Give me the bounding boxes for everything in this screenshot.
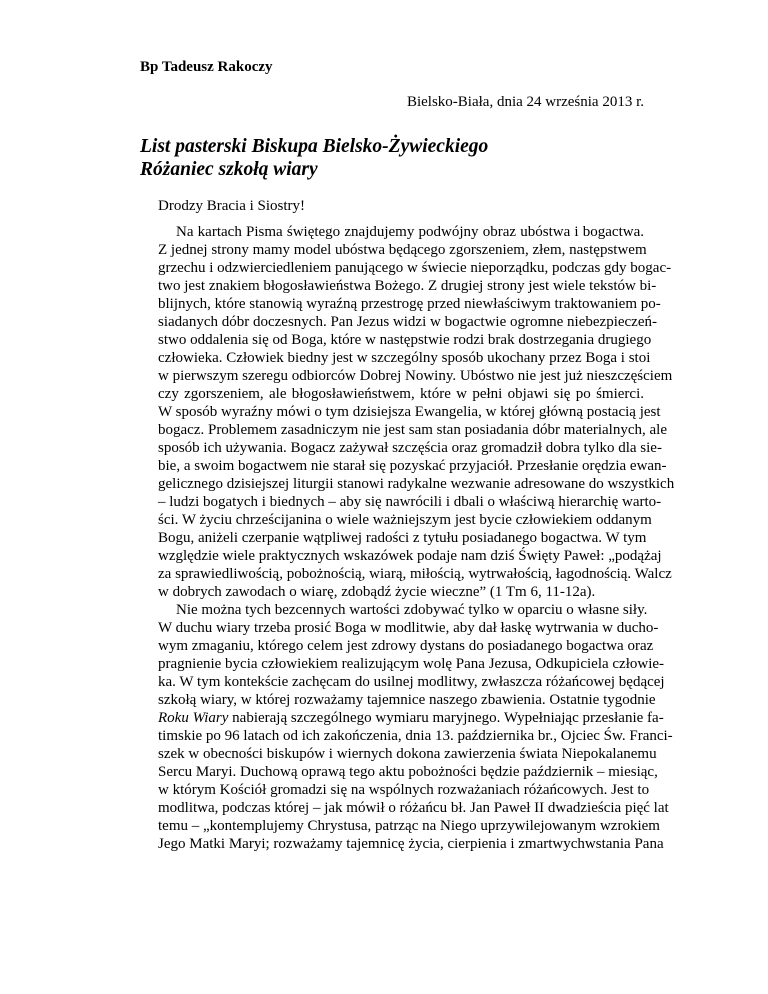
text-line: szkołą wiary, w której rozważamy tajemnice naszego zbawienia. Ostatnie tygodnie	[158, 692, 656, 708]
text-line: w dobrych zawodach o wiarę, zdobądź życie wieczne” (1 Tm 6, 11-12a).	[158, 584, 596, 600]
text-line: ka. W tym kontekście zachęcam do usilnej modlitwy, zwłaszcza różańcowej będącej	[158, 674, 665, 690]
text-line: temu – „kontemplujemy Chrystusa, patrząc na Niego uprzywilejowanym wzrokiem	[158, 818, 660, 834]
place-date-line: Bielsko-Biała, dnia 24 września 2013 r.	[406, 94, 644, 110]
text-line: w którym Kościół gromadzi się na wspólnych rozważaniach różańcowych. Jest to	[158, 782, 650, 798]
letter-page	[140, 58, 675, 853]
text-line: siadanych dóbr doczesnych. Pan Jezus widzi w bogactwie ogromne niebezpieczeń-	[158, 314, 657, 330]
text-line: pragnienie bycia człowiekiem realizującym wolę Pana Jezusa, Odkupiciela człowie-	[158, 656, 665, 672]
text-line: względzie wiele praktycznych wskazówek podaje nam dziś Święty Paweł: „podążaj	[158, 548, 662, 564]
text-line: Z jednej strony mamy model ubóstwa będącego zgorszeniem, złem, następstwem	[158, 242, 647, 258]
text-line: sposób ich używania. Bogacz zażywał szczęścia oraz gromadził dobra tylko dla sie-	[158, 440, 662, 456]
text-line: – ludzi bogatych i biednych – aby się nawrócili i dbali o właściwą hierarchię warto-	[158, 494, 662, 510]
text-line: blijnych, które stanowią wyraźną przestrogę przed niewłaściwym traktowaniem po-	[158, 296, 661, 312]
text-line: ści. W życiu chrześcijanina o wiele ważniejszym jest bycie człowiekiem oddanym	[158, 512, 652, 528]
text-line: Sercu Maryi. Duchową oprawą tego aktu pobożności będzie październik – miesiąc,	[158, 764, 658, 780]
text-line: Nie można tych bezcennych wartości zdobywać tylko w oparciu o własne siły.	[176, 602, 648, 618]
text-line: gelicznego dzisiejszej liturgii stanowi radykalne wezwanie adresowane do wszystkich	[158, 476, 675, 492]
text-line: wym zmaganiu, którego celem jest zdrowy dystans do posiadanego bogactwa oraz	[158, 638, 654, 654]
text-line: bogacz. Problemem zasadniczym nie jest sam stan posiadania dóbr materialnych, ale	[158, 422, 667, 438]
text-line: czy zgorszeniem, ale błogosławieństwem, które w pełni objawi się po śmierci.	[158, 386, 644, 402]
author-name: Bp Tadeusz Rakoczy	[140, 59, 273, 75]
text-line: bie, a swoim bogactwem nie starał się pozyskać przyjaciół. Przesłanie orędzia ewan-	[158, 458, 667, 474]
text-line: Na kartach Pisma świętego znajdujemy podwójny obraz ubóstwa i bogactwa.	[176, 224, 644, 240]
paragraph-1	[140, 223, 675, 601]
text-line: człowieka. Człowiek biedny jest w szczególny sposób ukochany przez Boga i stoi	[158, 350, 651, 366]
paragraph-2	[140, 601, 673, 853]
text-line: timskie po 96 latach od ich zakończenia, dnia 13. października br., Ojciec Św. Franci-	[158, 728, 673, 744]
text-line-rest: nabierają szczególnego wymiaru maryjnego. Wypełniając przesłanie fa-	[228, 710, 664, 726]
text-line: za sprawiedliwością, pobożnością, wiarą, miłością, wytrwałością, łagodnością. Walcz	[158, 566, 672, 582]
letter-title	[140, 135, 644, 181]
title-line-2: Różaniec szkołą wiary	[140, 159, 318, 180]
italic-phrase-year-of-faith: Roku Wiary	[158, 710, 229, 726]
greeting: Drodzy Bracia i Siostry!	[158, 198, 306, 214]
text-line: Bogu, aniżeli czerpanie wątpliwej radości z tytułu posiadanego bogactwa. W tym	[158, 530, 647, 546]
text-line: W sposób wyraźny mówi o tym dzisiejsza Ewangelia, w której główną postacią jest	[158, 404, 661, 420]
text-line: modlitwa, podczas której – jak mówił o różańcu bł. Jan Paweł II dwadzieścia pięć lat	[158, 800, 669, 816]
text-line: stwo oddalenia się od Boga, które w następstwie rodzi brak dostrzegania drugiego	[158, 332, 652, 348]
text-line: szek w obecności biskupów i wiernych dokona zawierzenia świata Niepokalanemu	[158, 746, 657, 762]
text-line-with-italic	[140, 709, 664, 727]
title-line-1: List pasterski Biskupa Bielsko-Żywieckiego	[140, 136, 489, 157]
text-line: W duchu wiary trzeba prosić Boga w modlitwie, aby dał łaskę wytrwania w ducho-	[158, 620, 659, 636]
text-line: w pierwszym szeregu odbiorców Dobrej Nowiny. Ubóstwo nie jest już nieszczęściem	[158, 368, 673, 384]
text-line: Jego Matki Maryi; rozważamy tajemnicę życia, cierpienia i zmartwychwstania Pana	[158, 836, 664, 852]
text-line: grzechu i odzwierciedleniem panującego w świecie nieporządku, podczas gdy bogac-	[158, 260, 672, 276]
text-line: two jest znakiem błogosławieństwa Bożego. Z drugiej strony jest wiele tekstów bi-	[158, 278, 657, 294]
